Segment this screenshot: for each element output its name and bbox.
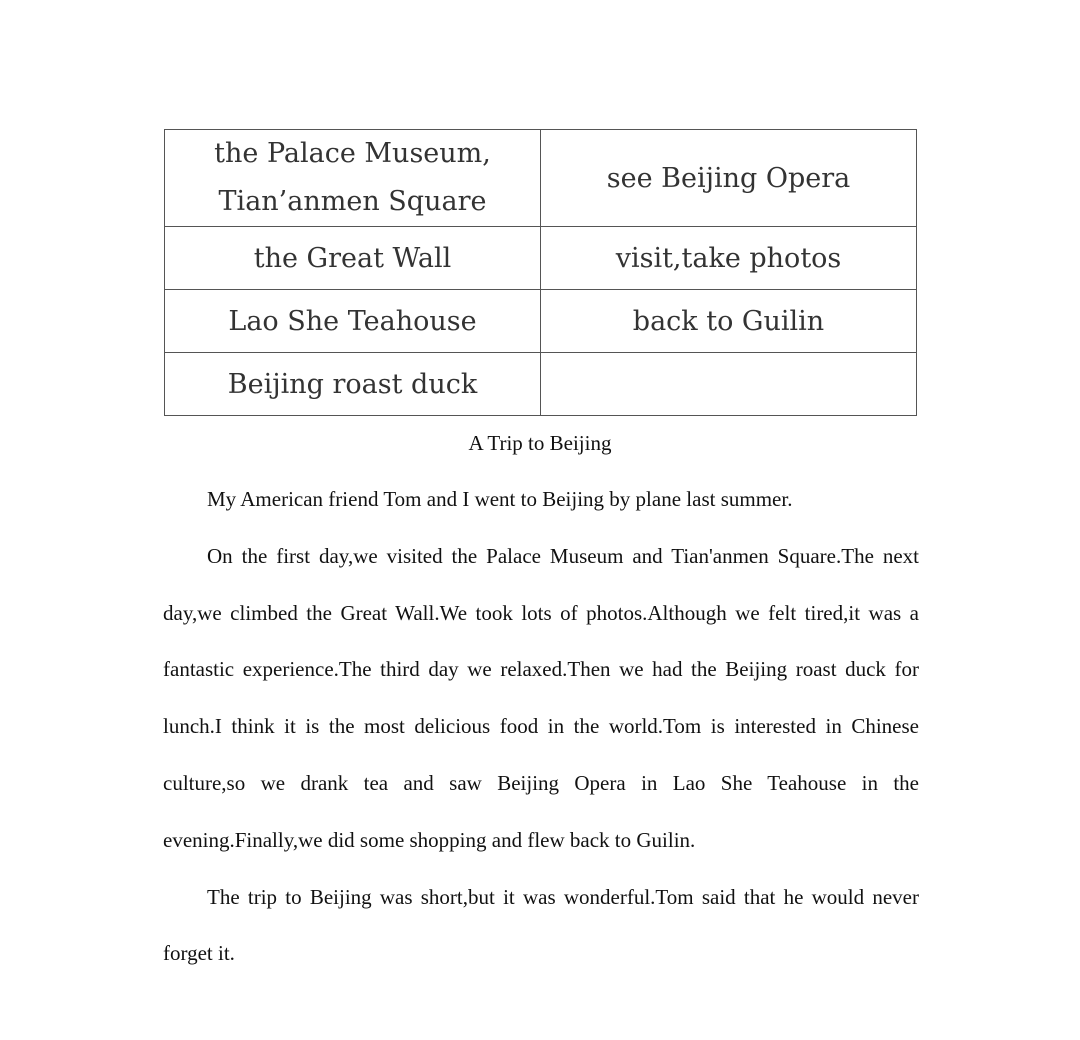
table-cell-text: Beijing roast duck <box>227 368 478 400</box>
table-cell-text: back to Guilin <box>632 305 825 337</box>
table-cell-text: Lao She Teahouse <box>228 305 477 337</box>
essay-paragraph: My American friend Tom and I went to Beijing by plane last summer. <box>207 487 793 511</box>
table-cell-left <box>165 130 541 227</box>
table-cell-right <box>541 227 917 290</box>
table-row <box>165 353 917 416</box>
table-cell-left <box>165 227 541 290</box>
essay-paragraph: The trip to Beijing was short,but it was wonderful.Tom said that he would never forget it. <box>163 884 919 966</box>
table-cell-left <box>165 353 541 416</box>
table-cell-text: the Palace Museum, <box>214 138 491 169</box>
table-row <box>165 227 917 290</box>
table-cell-text: visit,take photos <box>615 242 842 274</box>
table-cell-right <box>541 353 917 416</box>
table-row <box>165 290 917 353</box>
table-row <box>165 130 917 227</box>
table-cell-left <box>165 290 541 353</box>
table-cell-text: see Beijing Opera <box>606 162 851 194</box>
table-cell-text: the Great Wall <box>253 242 452 274</box>
notes-table <box>164 129 917 416</box>
table-cell-right <box>541 130 917 227</box>
essay-title: A Trip to Beijing <box>468 431 612 455</box>
essay-paragraph: On the first day,we visited the Palace Museum and Tian'anmen Square.The next day,we climbed the Great Wall.We took lots of photos.Although we felt tired,it was a fantastic experience.The third day we relaxed.Then we had the Beijing roast duck for lunch.I think it is the most delicious food in the world.Tom is interested in Chinese culture,so we drank tea and saw Beijing Opera in Lao She Teahouse in the evening.Finally,we did some shopping and flew back to Guilin. <box>163 543 919 852</box>
table-cell-text: Tian’anmen Square <box>218 186 487 217</box>
essay-body <box>163 471 919 982</box>
table-cell-right <box>541 290 917 353</box>
